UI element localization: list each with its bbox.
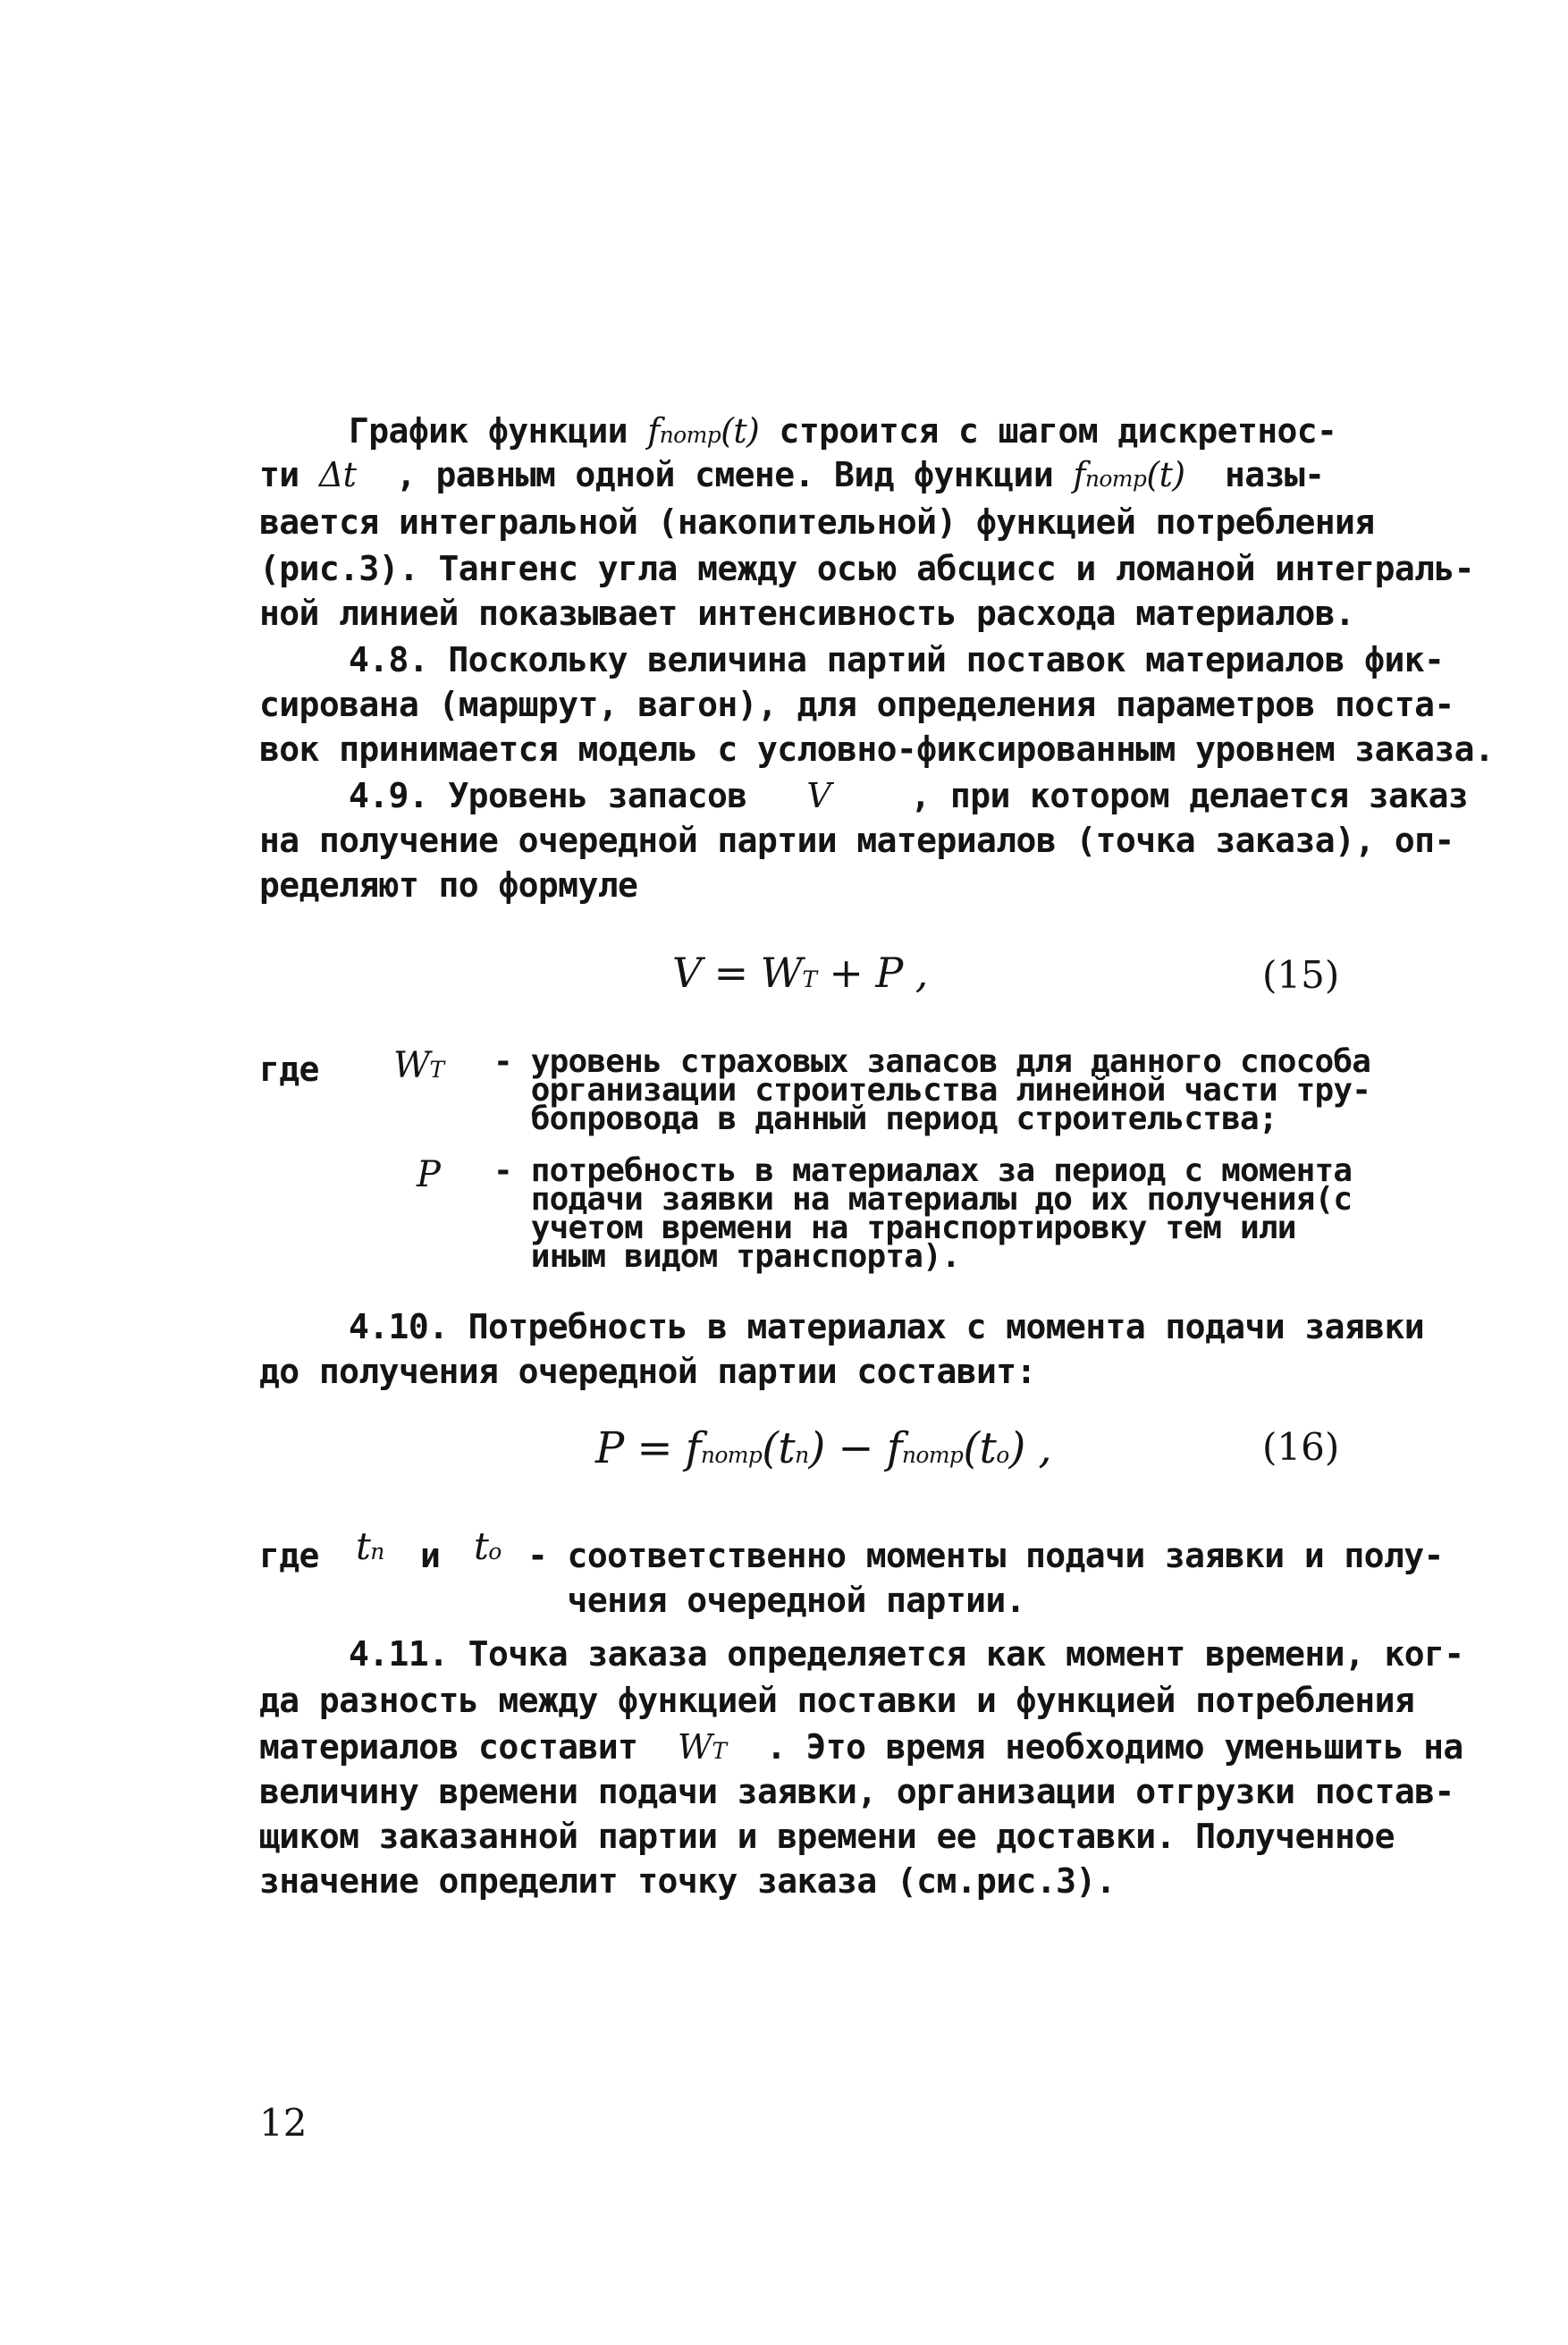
- text-line: значение определит точку заказа (см.рис.3).: [259, 1861, 1116, 1901]
- equation-15: V = WT + P ,: [672, 949, 928, 997]
- text-line: 4.8. Поскольку величина партий поставок материалов фик-: [349, 640, 1445, 679]
- text-line: до получения очередной партии составит:: [259, 1352, 1036, 1391]
- where-label: где: [259, 1050, 319, 1089]
- text-line: ной линией показывает интенсивность расхода материалов.: [259, 594, 1355, 633]
- text-line: 4.10. Потребность в материалах с момента подачи заявки: [349, 1307, 1425, 1346]
- text-line: 4.11. Точка заказа определяется как момент времени, ког-: [349, 1634, 1464, 1674]
- text-line: (рис.3). Тангенс угла между осью абсцисс и ломаной интеграль-: [259, 549, 1474, 588]
- function-f-potr-t: fпотр(t): [1073, 455, 1185, 494]
- definition-P: - потребность в материалах за период с момента подачи заявки на материалы до их получения(с учетом времени на транспортировку тем или иным видом транспорта).: [493, 1152, 1353, 1275]
- var-V: V: [806, 776, 831, 815]
- text-line: на получение очередной партии материалов (точка заказа), оп-: [259, 821, 1454, 860]
- text-line: ределяют по формуле: [259, 865, 638, 905]
- text-line: вок принимается модель с условно-фиксированным уровнем заказа.: [259, 730, 1495, 769]
- where-label: где: [259, 1536, 319, 1575]
- definition-W: - уровень страховых запасов для данного способа организации строительства линейной части тру- бопровода в данный период строительства;: [493, 1043, 1371, 1137]
- text-line: 4.9. Уровень запасов V , при котором делается заказ: [349, 776, 1469, 815]
- text-line: материалов составит WT . Это время необходимо уменьшить на: [259, 1727, 1463, 1767]
- var-W-T: WT: [393, 1045, 444, 1086]
- text-line: щиком заказанной партии и времени ее доставки. Полученное: [259, 1817, 1395, 1856]
- text-line: График функции fпотр(t) строится с шагом дискретнос-: [349, 411, 1337, 451]
- equation-number: (16): [1262, 1425, 1340, 1469]
- text-line: величину времени подачи заявки, организации отгрузки постав-: [259, 1772, 1454, 1811]
- text-line: вается интегральной (накопительной) функцией потребления: [259, 502, 1375, 542]
- var-t-o: tо: [474, 1524, 502, 1568]
- text-line: да разность между функцией поставки и функцией потребления: [259, 1681, 1415, 1720]
- and-label: и: [420, 1536, 441, 1575]
- var-P: P: [417, 1154, 441, 1195]
- function-f-potr-t: fпотр(t): [647, 411, 760, 451]
- var-t-n: tп: [356, 1524, 384, 1568]
- page-number: 12: [259, 2101, 308, 2145]
- equation-16: P = fпотр(tп) − fпотр(tо) ,: [595, 1423, 1052, 1473]
- definition-t-line: чения очередной партии.: [527, 1581, 1025, 1620]
- equation-number: (15): [1262, 953, 1340, 997]
- definition-t-line: - соответственно моменты подачи заявки и полу-: [527, 1536, 1444, 1575]
- text-line: сирована (маршрут, вагон), для определения параметров поста-: [259, 685, 1454, 724]
- delta-t: Δt: [318, 455, 357, 494]
- var-W-T: WT: [677, 1727, 727, 1767]
- text-line: ти Δt , равным одной смене. Вид функции fпотр(t) назы-: [259, 455, 1325, 494]
